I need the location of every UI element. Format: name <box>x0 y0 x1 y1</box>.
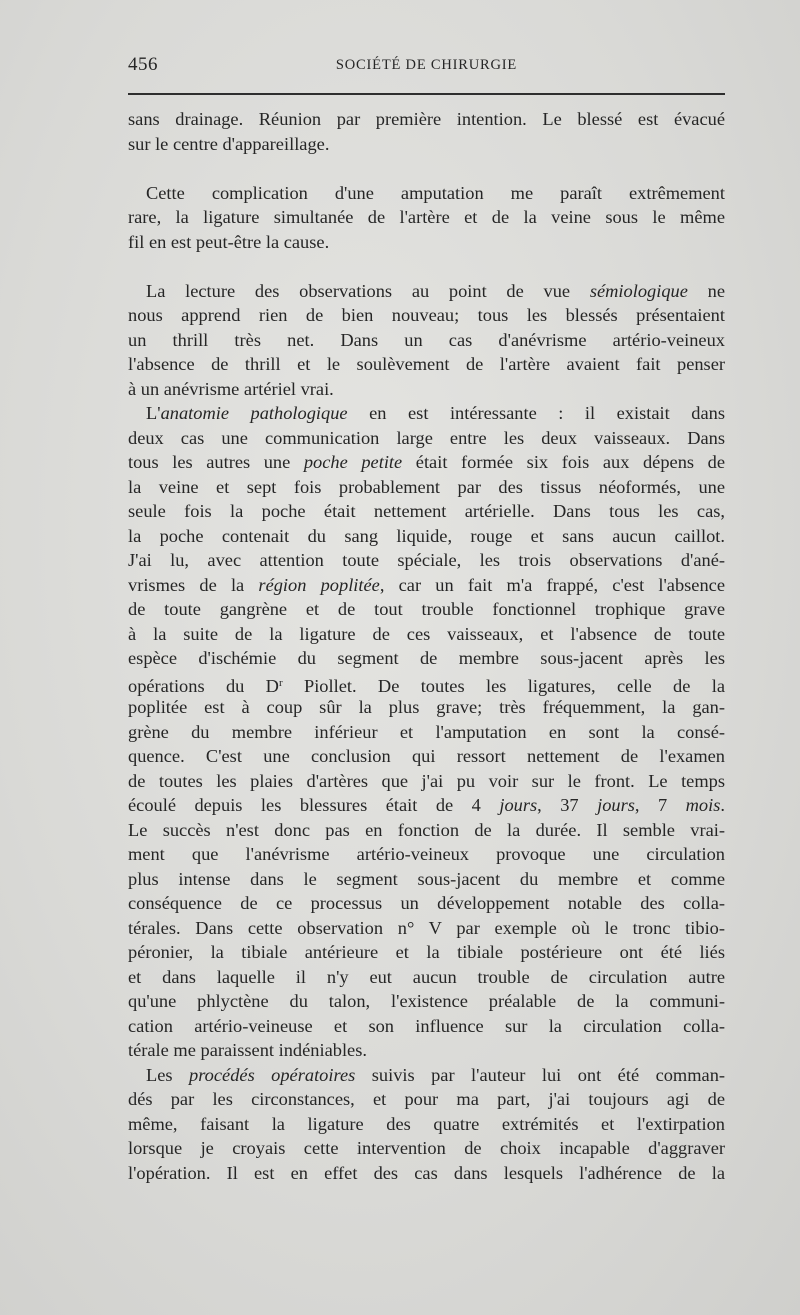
paragraph-gap <box>128 254 725 279</box>
text-run: vrismes de la <box>128 574 259 595</box>
text-line: conséquence de ce processus un développement notable des colla- <box>128 893 725 913</box>
text-line: térale me paraissent indéniables. <box>128 1040 367 1060</box>
text-line: de toutes les plaies d'artères que j'ai pu voir sur le front. Le temps <box>128 770 725 791</box>
text-line: lorsque je croyais cette intervention de choix incapable d'aggraver <box>128 1138 725 1158</box>
text-line: péronier, la tibiale antérieure et la tibiale postérieure ont été liés <box>128 942 725 962</box>
text-run: suivis par l'auteur lui ont été comman- <box>355 1064 726 1085</box>
text-line: l'absence de thrill et le soulèvement de l'artère avaient fait penser <box>128 354 725 374</box>
text-line: dés par les circonstances, et pour ma part, j'ai toujours agi de <box>128 1089 725 1109</box>
italic-run: anatomie pathologique <box>160 403 348 423</box>
text-run: Piollet. De toutes les ligatures, celle de la <box>282 675 725 696</box>
text-run: ne <box>687 280 725 301</box>
text-line: qu'une phlyctène du talon, l'existence préalable de la communi- <box>128 991 725 1011</box>
text-run: , 37 <box>537 795 598 815</box>
text-run: en est intéressante : il existait dans <box>347 403 725 423</box>
running-title: SOCIÉTÉ DE CHIRURGIE <box>335 57 518 73</box>
superscript: r <box>278 676 283 689</box>
text-line: la veine et sept fois probablement par des tissus néoformés, une <box>128 476 725 497</box>
text-line: Le succès n'est donc pas en fonction de la durée. Il semble vrai- <box>128 819 725 840</box>
text-run: écoulé depuis les blessures était de 4 <box>128 795 500 815</box>
text-line: l'opération. Il est en effet des cas dans lesquels l'adhérence de la <box>128 1162 725 1183</box>
text-run: Les <box>146 1064 190 1085</box>
text-line: Cette complication d'une amputation me paraît extrêmement <box>146 182 725 203</box>
text-line: J'ai lu, avec attention toute spéciale, les trois observations d'ané- <box>128 550 725 570</box>
text-line <box>128 573 725 598</box>
italic-run: région poplitée <box>258 574 380 595</box>
italic-run: sémiologique <box>589 280 688 301</box>
page-number: 456 <box>128 54 158 75</box>
text-line: un thrill très net. Dans un cas d'anévrisme artério-veineux <box>128 329 725 350</box>
text-line: la poche contenait du sang liquide, rouge et sans aucun caillot. <box>128 525 725 546</box>
text-run: , car un fait m'a frappé, c'est l'absence <box>379 574 725 595</box>
text-line: à la suite de la ligature de ces vaisseaux, et l'absence de toute <box>128 623 725 644</box>
text-line <box>128 793 725 818</box>
text-line: deux cas une communication large entre les deux vaisseaux. Dans <box>128 427 725 448</box>
text-run: tous les autres une <box>128 452 304 472</box>
text-run: était formée six fois aux dépens de <box>402 452 725 472</box>
text-line: espèce d'ischémie du segment de membre sous-jacent après les <box>128 648 725 668</box>
text-line: ment que l'anévrisme artério-veineux provoque une circulation <box>128 844 725 864</box>
text-line: nous apprend rien de bien nouveau; tous les blessés présentaient <box>128 305 725 325</box>
italic-run: jours <box>597 795 635 815</box>
text-line: sans drainage. Réunion par première intention. Le blessé est évacué <box>128 109 725 129</box>
text-line: sur le centre d'appareillage. <box>128 133 330 154</box>
text-line: quence. C'est une conclusion qui ressort nettement de l'examen <box>128 746 725 766</box>
text-line <box>128 401 725 426</box>
text-line <box>128 450 725 475</box>
text-line: plus intense dans le segment sous-jacent du membre et comme <box>128 868 725 889</box>
header-rule <box>128 93 725 95</box>
text-line <box>128 1063 725 1088</box>
text-run: La lecture des observations au point de vue <box>146 280 590 301</box>
text-line: térales. Dans cette observation n° V par exemple où le tronc tibio- <box>128 917 725 938</box>
text-line: poplitée est à coup sûr la plus grave; très fréquemment, la gan- <box>128 697 725 717</box>
text-line: grène du membre inférieur et l'amputation en sont la consé- <box>128 721 725 742</box>
italic-run: poche petite <box>303 452 403 472</box>
text-run: , 7 <box>634 795 686 815</box>
text-run: opérations du D <box>128 675 279 696</box>
italic-run: procédés opératoires <box>189 1064 356 1085</box>
text-line: rare, la ligature simultanée de l'artère et de la veine sous le même <box>128 207 725 227</box>
paragraph-gap <box>128 156 725 181</box>
italic-run: jours <box>499 795 538 815</box>
text-line <box>128 279 725 304</box>
text-run: . <box>720 795 725 815</box>
text-line: à un anévrisme artériel vrai. <box>128 378 334 399</box>
page-header <box>128 54 725 80</box>
text-line <box>128 671 725 696</box>
text-line: seule fois la poche était nettement artérielle. Dans tous les cas, <box>128 501 725 521</box>
text-run: L' <box>146 403 161 423</box>
text-line: de toute gangrène et de tout trouble fonctionnel trophique grave <box>128 599 725 619</box>
body-text <box>128 107 725 1185</box>
text-line: et dans laquelle il n'y eut aucun trouble de circulation autre <box>128 966 725 987</box>
italic-run: mois <box>685 795 721 815</box>
text-line: même, faisant la ligature des quatre extrémités et l'extirpation <box>128 1113 725 1134</box>
text-line: fil en est peut-être la cause. <box>128 231 330 252</box>
text-line: cation artério-veineuse et son influence sur la circulation colla- <box>128 1015 725 1036</box>
